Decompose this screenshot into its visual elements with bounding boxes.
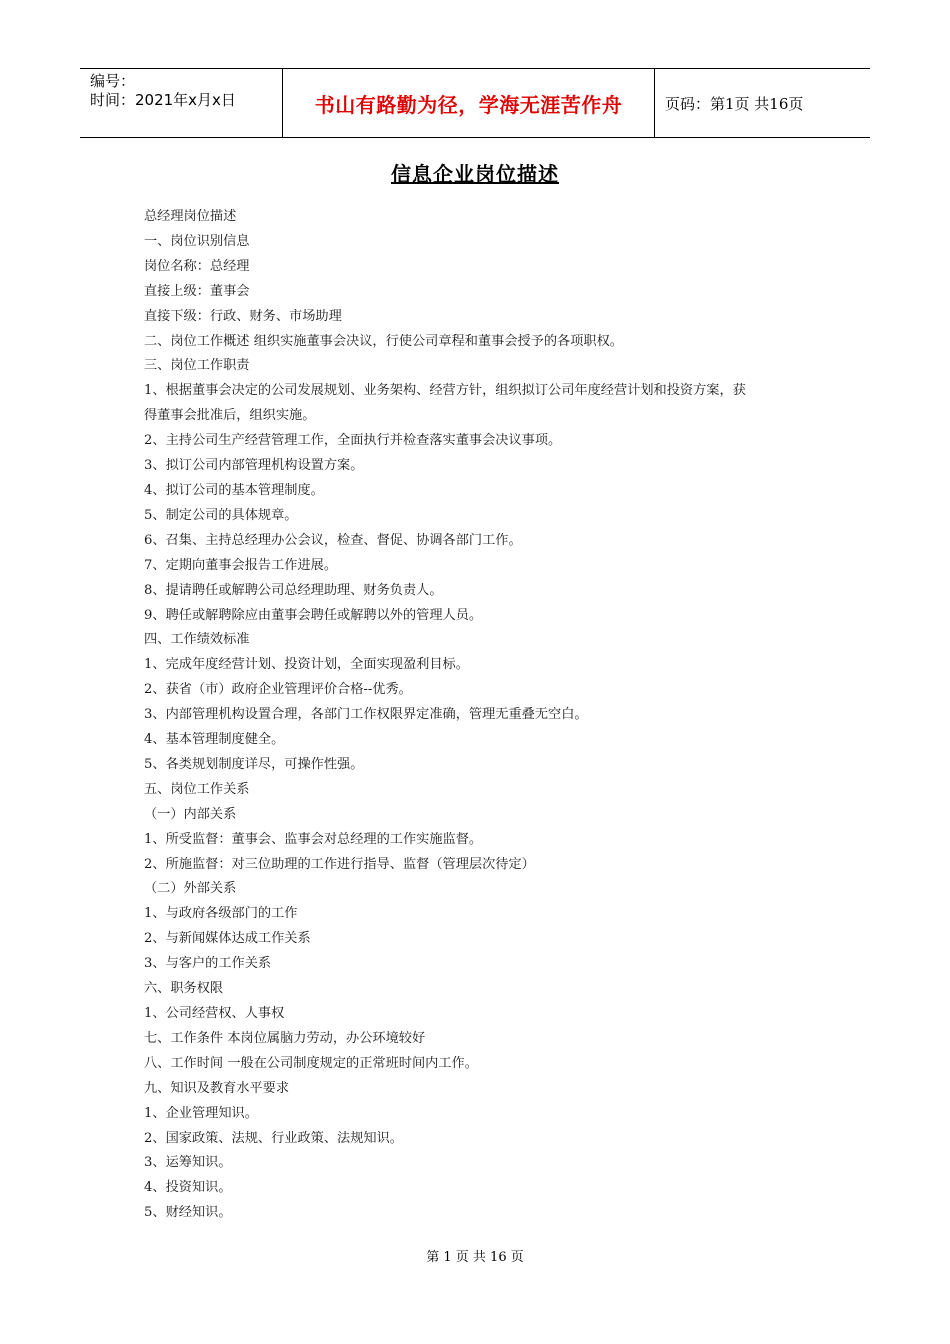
header-page-info: 页码：第1页 共16页	[665, 94, 804, 113]
body-line: 5、制定公司的具体规章。	[144, 507, 298, 523]
body-line: 二、岗位工作概述 组织实施董事会决议，行使公司章程和董事会授予的各项职权。	[144, 333, 623, 349]
body-line: 5、各类规划制度详尽，可操作性强。	[144, 756, 364, 772]
body-line: 直接上级：董事会	[144, 283, 250, 299]
body-line: 1、完成年度经营计划、投资计划，全面实现盈利目标。	[144, 657, 469, 673]
document-body	[144, 205, 814, 1226]
body-line: 1、企业管理知识。	[144, 1105, 258, 1121]
body-line: （一）内部关系	[144, 806, 237, 822]
body-line: 一、岗位识别信息	[144, 233, 250, 249]
body-line: 9、聘任或解聘除应由董事会聘任或解聘以外的管理人员。	[144, 607, 483, 623]
body-line: 四、工作绩效标准	[144, 632, 250, 648]
body-line: 总经理岗位描述	[144, 209, 237, 224]
page-footer: 第 1 页 共 16 页	[426, 1250, 524, 1265]
body-line: 三、岗位工作职责	[144, 358, 250, 374]
body-line: 七、工作条件 本岗位属脑力劳动，办公环境较好	[144, 1030, 426, 1046]
body-line: 8、提请聘任或解聘公司总经理助理、财务负责人。	[144, 582, 443, 598]
body-line: 5、财经知识。	[144, 1205, 232, 1221]
header-left-cell	[80, 69, 282, 137]
body-line: 7、定期向董事会报告工作进展。	[144, 557, 338, 573]
body-line: 1、根据董事会决定的公司发展规划、业务架构、经营方针，组织拟订公司年度经营计划和投资方案，获	[144, 383, 746, 399]
body-line: 1、所受监督：董事会、监事会对总经理的工作实施监督。	[144, 831, 483, 847]
body-line: 八、工作时间 一般在公司制度规定的正常班时间内工作。	[144, 1055, 478, 1071]
document-header	[80, 68, 870, 138]
body-line: 1、公司经营权、人事权	[144, 1006, 285, 1021]
body-line: 3、拟订公司内部管理机构设置方案。	[144, 458, 364, 474]
body-line: 九、知识及教育水平要求	[144, 1080, 290, 1096]
body-line: 2、所施监督：对三位助理的工作进行指导、监督（管理层次待定）	[144, 856, 535, 872]
body-line: 3、运筹知识。	[144, 1155, 232, 1171]
document-title: 信息企业岗位描述	[391, 162, 559, 186]
body-line: 岗位名称：总经理	[144, 258, 250, 274]
body-line: 直接下级：行政、财务、市场助理	[144, 308, 342, 324]
body-line: 6、召集、主持总经理办公会议，检查、督促、协调各部门工作。	[144, 532, 522, 548]
body-line: 3、与客户的工作关系	[144, 956, 272, 972]
document-number-label: 编号：	[90, 72, 136, 90]
body-line: 4、投资知识。	[144, 1180, 232, 1196]
body-line: 六、职务权限	[144, 981, 224, 997]
body-line: 得董事会批准后，组织实施。	[144, 408, 316, 424]
body-line: 2、获省（市）政府企业管理评价合格--优秀。	[144, 682, 412, 698]
body-line: 4、拟订公司的基本管理制度。	[144, 482, 324, 498]
body-line: 2、国家政策、法规、行业政策、法规知识。	[144, 1130, 403, 1146]
body-line: 2、主持公司生产经营管理工作，全面执行并检查落实董事会决议事项。	[144, 433, 562, 449]
body-line: 2、与新闻媒体达成工作关系	[144, 931, 311, 947]
body-line: 五、岗位工作关系	[144, 781, 250, 797]
header-motto-cell	[282, 69, 655, 137]
body-line: （二）外部关系	[144, 881, 237, 897]
document-time-label: 时间：2021年x月x日	[90, 91, 236, 109]
header-motto: 书山有路勤为径，学海无涯苦作舟	[314, 92, 623, 117]
body-line: 3、内部管理机构设置合理，各部门工作权限界定准确，管理无重叠无空白。	[144, 707, 588, 723]
body-line: 4、基本管理制度健全。	[144, 732, 285, 748]
body-line: 1、与政府各级部门的工作	[144, 906, 298, 922]
